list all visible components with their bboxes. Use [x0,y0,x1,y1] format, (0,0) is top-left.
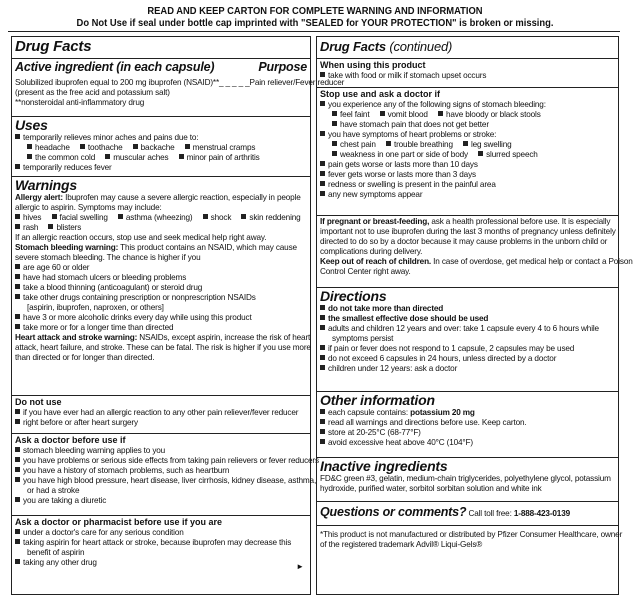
directions-heading: Directions [320,288,387,304]
allergy-after: If an allergic reaction occurs, stop use and seek medical help right away. [15,233,267,242]
pregnancy-warning-cont: complications during delivery. [320,247,423,256]
heart-row-2: weakness in one part or side of body slurred speech [320,150,615,160]
drug-facts-continued-title: Drug Facts (continued) [320,39,453,54]
list-item: take with food or milk if stomach upset occurs [320,71,615,81]
list-item: fever gets worse or lasts more than 3 days [320,170,615,180]
footnote-line-1: *This product is not manufactured or distributed by Pfizer Consumer Healthcare, owner [320,530,623,539]
list-item: you experience any of the following signs of stomach bleeding: [320,100,615,110]
footnote-line-2: of the registered trademark Advil® Liqui-Gels® [320,540,483,549]
list-item: pain gets worse or lasts more than 10 days [320,160,615,170]
questions-heading: Questions or comments? [320,505,467,519]
uses-heading: Uses [15,117,48,133]
list-item: if you have ever had an allergic reaction to any other pain reliever/fever reducer [15,408,307,418]
list-item: avoid excessive heat above 40°C (104°F) [320,438,615,448]
allergy-alert-cont: allergic to aspirin. Symptoms may include: [15,203,162,212]
when-using-section [317,58,618,87]
list-item: the smallest effective dose should be used [320,314,615,324]
list-item: taking any other drug [15,558,307,568]
questions-line: Questions or comments? Call toll free: 1-888-423-0139 [320,505,571,519]
list-item: temporarily relieves minor aches and pains due to: [15,133,307,143]
ask-pharmacist-section [12,515,310,575]
drug-facts-title: Drug Facts [15,38,92,55]
list-item: right before or after heart surgery [15,418,307,428]
stomach-warning: Stomach bleeding warning: This product contains an NSAID, which may cause [15,243,297,252]
list-item: you have symptoms of heart problems or stroke: [320,130,615,140]
inactive-line-1: FD&C green #3, gelatin, medium-chain triglycerides, polyethylene glycol, potassium [320,474,611,483]
carton-header [25,6,605,30]
other-information-heading: Other information [320,392,435,408]
do-not-use-heading: Do not use [15,397,62,407]
uses-row-2: the common cold muscular aches minor pain of arthritis [15,153,307,163]
list-item-cont: benefit of aspirin [27,547,85,557]
drug-facts-title-section [12,37,310,58]
list-item: you have high blood pressure, heart disease, liver cirrhosis, kidney disease, asthma, [15,476,307,486]
active-ingredient-heading: Active ingredient (in each capsule) [15,60,215,74]
list-item-cont: [aspirin, ibuprofen, naproxen, or others] [27,303,164,312]
active-line-2: (present as the free acid and potassium salt) [15,88,170,97]
warnings-heading: Warnings [15,177,77,193]
pregnancy-section [317,215,633,287]
heart-row-1: chest pain trouble breathing leg swelling [320,140,615,150]
list-item: do not exceed 6 capsules in 24 hours, unless directed by a doctor [320,354,615,364]
list-item: you are taking a diuretic [15,496,307,506]
list-item: any new symptoms appear [320,190,615,200]
stomach-warning-cont: severe stomach bleeding. The chance is higher if you [15,253,201,262]
list-item: taking aspirin for heart attack or stroke, because ibuprofen may decrease this [15,538,307,548]
inactive-ingredients-section [317,457,618,501]
stop-use-section [317,87,618,215]
list-item: under a doctor's care for any serious condition [15,528,307,538]
other-information-section [317,391,618,457]
header-divider [8,31,620,32]
drug-facts-panel-left [11,36,345,595]
continue-arrow-icon: ► [296,562,304,571]
bleeding-row-2: have stomach pain that does not get better [320,120,615,130]
ask-doctor-section [12,433,319,515]
list-item: do not take more than directed [320,304,615,314]
list-item: read all warnings and directions before use. Keep carton. [320,418,615,428]
list-item-cont: symptoms persist [332,334,394,343]
purpose-heading: Purpose [258,60,307,74]
footnote-section [317,525,623,570]
ask-doctor-heading: Ask a doctor before use if [15,435,126,445]
list-item: you have a history of stomach problems, such as heartburn [15,466,307,476]
do-not-use-section [12,395,310,433]
pregnancy-warning-cont: important not to use ibuprofen during the last 3 months of pregnancy unless definitely [320,227,616,236]
warnings-section [12,176,310,395]
stop-use-heading: Stop use and ask a doctor if [320,89,441,99]
when-using-heading: When using this product [320,60,426,70]
drug-facts-continued-title-section [317,37,618,58]
heart-warning: Heart attack and stroke warning: NSAIDs, except aspirin, increase the risk of heart [15,333,311,342]
list-item: store at 20-25°C (68-77°F) [320,428,615,438]
list-item: are age 60 or older [15,263,307,273]
allergy-row-1: hives facial swelling asthma (wheezing) shock skin reddening [15,213,307,223]
inactive-ingredients-heading: Inactive ingredients [320,458,448,474]
list-item: if pain or fever does not respond to 1 capsule, 2 capsules may be used [320,344,615,354]
directions-section [317,287,618,391]
list-item: each capsule contains: potassium 20 mg [320,408,615,418]
list-item: take a blood thinning (anticoagulant) or steroid drug [15,283,307,293]
keep-out-of-reach-cont: Control Center right away. [320,267,411,276]
pregnancy-warning: If pregnant or breast-feeding, ask a health professional before use. It is especially [320,217,611,226]
allergy-row-2: rash blisters [15,223,307,233]
drug-facts-panel-right [316,36,633,595]
allergy-alert: Allergy alert: Ibuprofen may cause a severe allergic reaction, especially in people [15,193,301,202]
list-item: take other drugs containing prescription or nonprescription NSAIDs [15,293,307,303]
active-line-1: Solubilized ibuprofen equal to 200 mg ibuprofen (NSAID)**_ _ _ _ _Pain reliever/Fever reducer [15,78,345,87]
list-item: temporarily reduces fever [15,163,307,173]
bleeding-row-1: feel faint vomit blood have bloody or black stools [320,110,615,120]
list-item: children under 12 years: ask a doctor [320,364,615,374]
pregnancy-warning-cont: directed to do so by a doctor because it may cause problems in the unborn child or [320,237,608,246]
list-item: take more or for a longer time than directed [15,323,307,333]
keep-out-of-reach: Keep out of reach of children. In case of overdose, get medical help or contact a Poison [320,257,633,266]
list-item: stomach bleeding warning applies to you [15,446,307,456]
list-item-cont: or had a stroke [27,485,80,495]
inactive-line-2: hydroxide, purified water, sorbitol sorbitan solution and white ink [320,484,542,493]
list-item: redness or swelling is present in the painful area [320,180,615,190]
toll-free-phone: 1-888-423-0139 [513,509,571,518]
header-line-1: READ AND KEEP CARTON FOR COMPLETE WARNING AND INFORMATION [147,6,483,17]
list-item: you have problems or serious side effects from taking pain relievers or fever reducers [15,456,307,466]
list-item: have 3 or more alcoholic drinks every day while using this product [15,313,307,323]
header-line-2: Do Not Use if seal under bottle cap imprinted with "SEALED for YOUR PROTECTION" is broken or missing. [76,18,554,29]
list-item: adults and children 12 years and over: take 1 capsule every 4 to 6 hours while [320,324,615,334]
active-line-3: **nonsteroidal anti-inflammatory drug [15,98,145,107]
questions-section [317,501,618,525]
uses-section [12,116,310,176]
ask-pharmacist-heading: Ask a doctor or pharmacist before use if you are [15,517,223,527]
heart-warning-cont: attack, heart failure, and stroke. These can be fatal. The risk is higher if you use more [15,343,311,352]
active-ingredient-section [12,58,345,116]
heart-warning-cont: than directed or for longer than directed. [15,353,155,362]
uses-row-1: headache toothache backache menstrual cramps [15,143,307,153]
list-item: have had stomach ulcers or bleeding problems [15,273,307,283]
